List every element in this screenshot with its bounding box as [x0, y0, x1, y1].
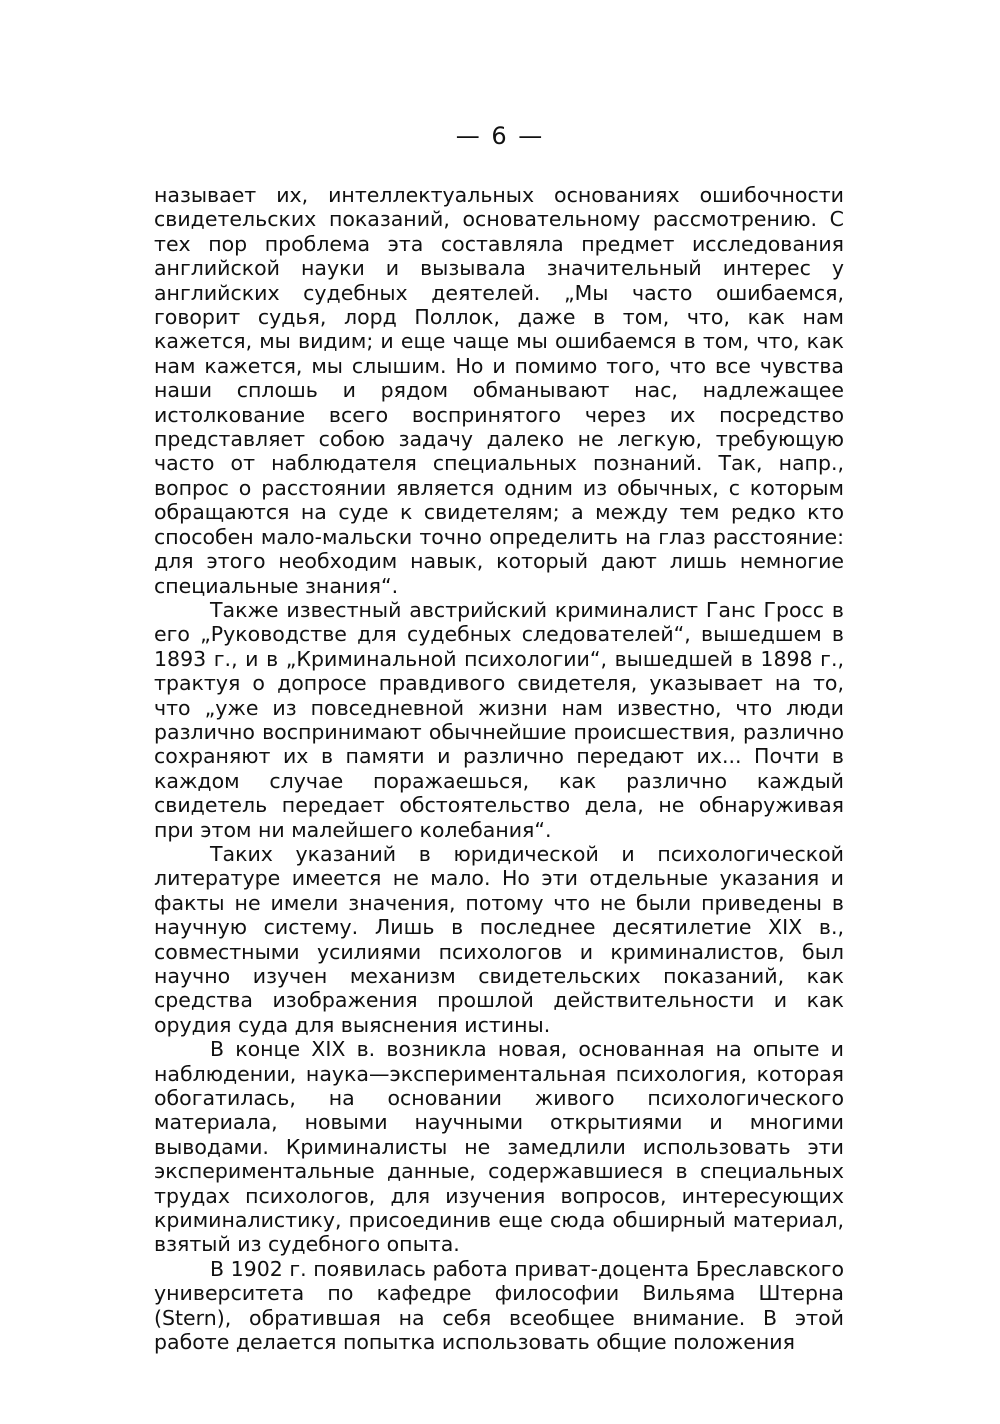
body-text	[154, 183, 844, 1355]
paragraph: В конце XIX в. возникла новая, основанная на опыте и наблюдении, наука—экспериментальная психология, которая обогатилась, на основании живого психологического материала, новыми научными открытиями и многими выводами. Криминалисты не замедлили использовать эти экспериментальные данные, содержавшиеся в специальных трудах психологов, для изучения вопросов, интересующих криминалистику, присоединив еще сюда обширный материал, взятый из судебного опыта.	[154, 1037, 844, 1257]
paragraph: В 1902 г. появилась работа приват-доцента Бреславского университета по кафедре философии Вильяма Штерна (Stern), обратившая на себя всеобщее внимание. В этой работе делается попытка использовать общие положения	[154, 1256, 844, 1355]
page-number: — 6 —	[455, 122, 545, 150]
paragraph: Таких указаний в юридической и психологической литературе имеется не мало. Но эти отдельные указания и факты не имели значения, потому что не были приведены в научную систему. Лишь в последнее десятилетие XIX в., совместными усилиями психологов и криминалистов, был научно изучен механизм свидетельских показаний, как средства изображения прошлой действительности и как орудия суда для выяснения истины.	[154, 841, 844, 1037]
paragraph: Также известный австрийский криминалист Ганс Гросс в его „Руководстве для судебных следователей“, вышедшем в 1893 г., и в „Криминальной психологии“, вышедшей в 1898 г., трактуя о допросе правдивого свидетеля, указывает на то, что „уже из повседневной жизни нам известно, что люди различно воспринимают обычнейшие происшествия, различно сохраняют их в памяти и различно передают их... Почти в каждом случае поражаешься, как различно каждый свидетель передает обстоятельство дела, не обнаруживая при этом ни малейшего колебания“.	[154, 597, 844, 842]
paragraph: называет их, интеллектуальных основаниях ошибочности свидетельских показаний, основательному рассмотрению. С тех пор проблема эта составляла предмет исследования английской науки и вызывала значительный интерес у английских судебных деятелей. „Мы часто ошибаемся, говорит судья, лорд Поллок, даже в том, что, как нам кажется, мы видим; и еще чаще мы ошибаемся в том, что, как нам кажется, мы слышим. Но и помимо того, что все чувства наши сплошь и рядом обманывают нас, надлежащее истолкование всего воспринятого через их посредство представляет собою задачу далеко не легкую, требующую часто от наблюдателя специальных познаний. Так, напр., вопрос о расстоянии является одним из обычных, с которым обращаются на суде к свидетелям; а между тем редко кто способен мало-мальски точно определить на глаз расстояние: для этого необходим навык, который дают лишь немногие специальные знания“.	[154, 183, 844, 598]
